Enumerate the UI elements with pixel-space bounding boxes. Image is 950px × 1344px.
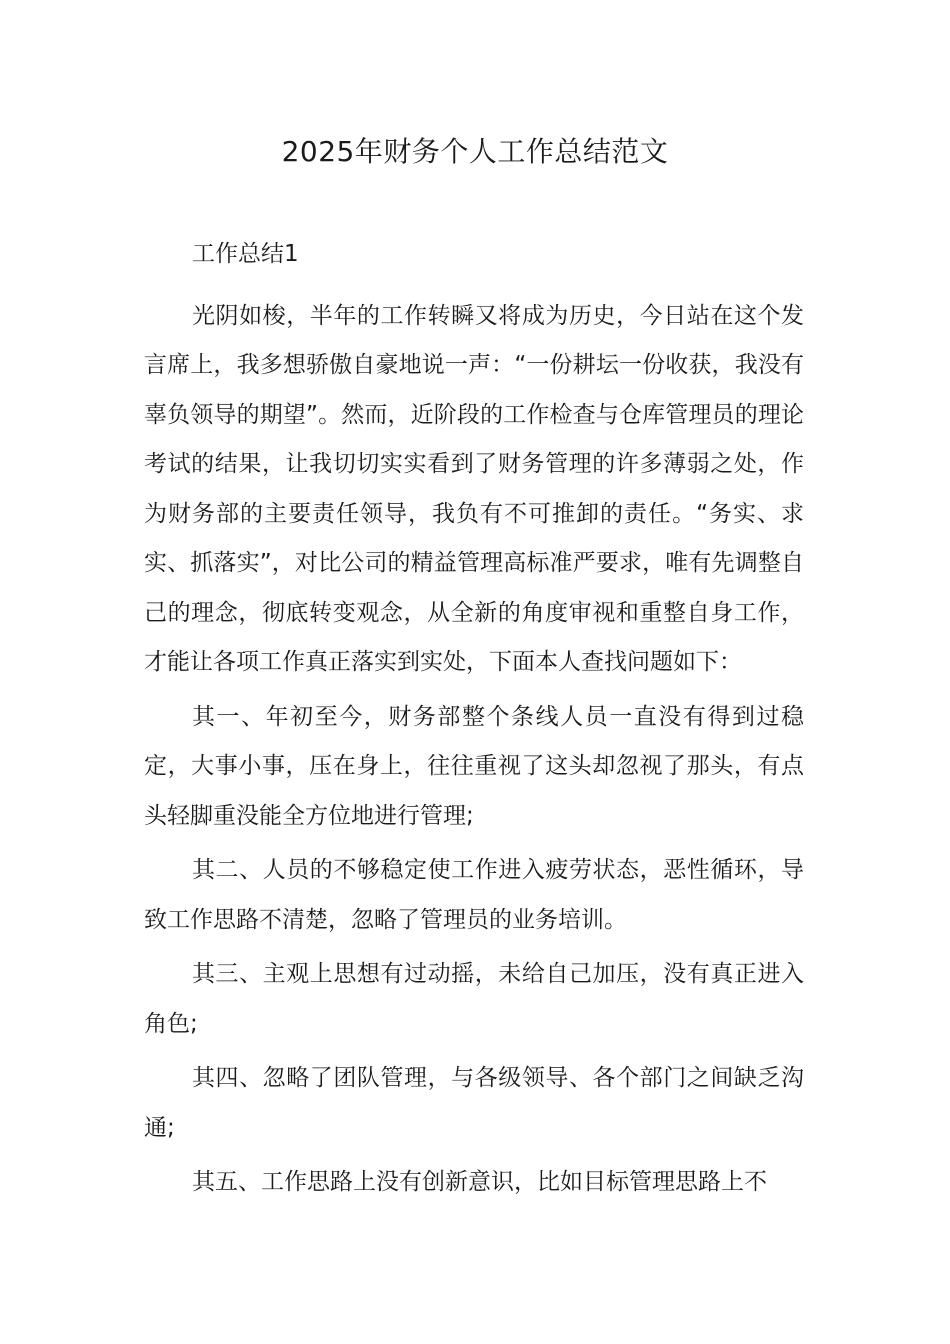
paragraph-intro: 光阴如梭，半年的工作转瞬又将成为历史，今日站在这个发言席上，我多想骄傲自豪地说一声：“一份耕坛一份收获，我没有辜负领导的期望”。然而，近阶段的工作检查与仓库管理员的理论考试的结果，让我切切实实看到了财务管理的许多薄弱之处，作为财务部的主要责任领导，我负有不可推卸的责任。“务实、求实、抓落实”，对比公司的精益管理高标准严要求，唯有先调整自己的理念，彻底转变观念，从全新的角度审视和重整自身工作，才能让各项工作真正落实到实处，下面本人查找问题如下： xyxy=(144,302,804,675)
section-subheading: 工作总结1 xyxy=(192,241,299,267)
paragraph-item-2: 其二、人员的不够稳定使工作进入疲劳状态，恶性循环，导致工作思路不清楚，忽略了管理员的业务培训。 xyxy=(144,857,804,933)
paragraph-item-3: 其三、主观上思想有过动摇，未给自己加压，没有真正进入角色; xyxy=(144,961,804,1037)
document-body xyxy=(144,230,804,1213)
paragraph-item-4: 其四、忽略了团队管理，与各级领导、各个部门之间缺乏沟通; xyxy=(144,1065,804,1141)
document-title: 2025年财务个人工作总结范文 xyxy=(281,135,669,168)
paragraph-item-1: 其一、年初至今，财务部整个条线人员一直没有得到过稳定，大事小事，压在身上，往往重视了这头却忽视了那头，有点头轻脚重没能全方位地进行管理; xyxy=(144,703,804,829)
paragraph-item-5: 其五、工作思路上没有创新意识，比如目标管理思路上不 xyxy=(192,1169,767,1195)
